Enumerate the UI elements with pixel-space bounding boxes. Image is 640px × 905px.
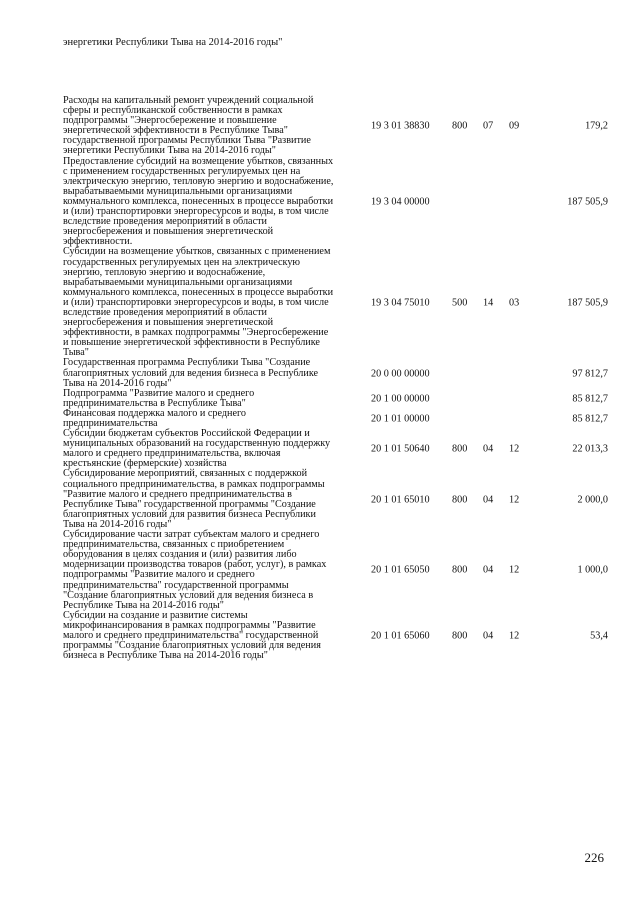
row-amount: 85 812,7 [572, 413, 608, 425]
row-amount: 187 505,9 [567, 297, 608, 309]
table-row [63, 96, 608, 157]
page-number: 226 [584, 850, 604, 865]
row-subsection: 12 [509, 564, 520, 576]
row-section: 04 [483, 630, 494, 642]
table-row [63, 530, 608, 611]
row-expense-type: 800 [452, 630, 468, 642]
table-row [63, 358, 608, 388]
header-continuation-text: энергетики Республики Тыва на 2014-2016 годы" [63, 37, 283, 48]
row-target-code: 20 1 01 65010 [371, 494, 430, 506]
table-row [63, 409, 608, 429]
table-row [63, 469, 608, 530]
row-section: 07 [483, 120, 494, 132]
row-description: Субсидирование части затрат субъектам малого и среднего предпринимательства, связанных с приобретением оборудования в целях создания и (или) развития либо модернизации производства товаров (работ, услуг), в рамках подпрограммы "Развитие малого и среднего предпринимательства" государственной программы "Создание благоприятных условий для ведения бизнеса в Республике Тыва на 2014-2016 годы" [63, 529, 327, 611]
row-section: 14 [483, 297, 494, 309]
row-section: 04 [483, 564, 494, 576]
table-row [63, 157, 608, 248]
row-target-code: 20 0 00 00000 [371, 368, 430, 380]
row-target-code: 20 1 00 00000 [371, 393, 430, 405]
row-description: Субсидирование мероприятий, связанных с поддержкой социального предпринимательства, в рамках подпрограммы "Развитие малого и среднего предпринимательства в Республике Тыва" государственной программы "Создание благоприятных условий для развития бизнеса Республики Тыва на 2014-2016 годы" [63, 468, 325, 530]
row-description: Предоставление субсидий на возмещение убытков, связанных с применением государственных регулируемых цен на электрическую энергию, тепловую энергию и водоснабжение, вырабатываемыми муниципальными организациями коммунального комплекса, понесенных в процессе выработки и (или) транспортировки энергоресурсов и воды, в том числе вследствие проведения мероприятий в области энергосбережения и повышения энергетической эффективности. [63, 155, 334, 248]
row-target-code: 19 3 01 38830 [371, 120, 430, 132]
row-section: 04 [483, 443, 494, 455]
table-row [63, 429, 608, 469]
row-amount: 2 000,0 [577, 494, 608, 506]
row-subsection: 12 [509, 443, 520, 455]
row-description: Субсидии на возмещение убытков, связанных с применением государственных регулируемых цен на электрическую энергию, тепловую энергию и водоснабжение, вырабатываемыми муниципальными организациями коммунального комплекса, понесенных в процессе выработки и (или) транспортировки энергоресурсов и воды, в том числе вследствие проведения мероприятий в области энергосбережения и повышения энергетической эффективности, в рамках подпрограммы "Энергосбережение и повышение энергетической эффективности в Республике Тыва" [63, 246, 334, 359]
row-description: Финансовая поддержка малого и среднего предпринимательства [63, 407, 247, 429]
row-target-code: 19 3 04 00000 [371, 196, 430, 208]
row-target-code: 20 1 01 50640 [371, 443, 430, 455]
row-amount: 97 812,7 [572, 368, 608, 380]
row-amount: 179,2 [585, 120, 608, 132]
row-description: Субсидии бюджетам субъектов Российской Федерации и муниципальных образований на государственную поддержку малого и среднего предпринимательства, включая крестьянские (фермерские) хозяйства [63, 428, 331, 470]
row-section: 04 [483, 494, 494, 506]
row-subsection: 12 [509, 494, 520, 506]
row-subsection: 12 [509, 630, 520, 642]
row-expense-type: 800 [452, 494, 468, 506]
row-description: Субсидии на создание и развитие системы микрофинансирования в рамках подпрограммы "Развитие малого и среднего предпринимательства" государственной программы "Создание благоприятных условий для ведения бизнеса в Республике Тыва на 2014-2016 годы" [63, 609, 321, 662]
row-amount: 22 013,3 [572, 443, 608, 455]
row-amount: 85 812,7 [572, 393, 608, 405]
table-row [63, 611, 608, 661]
row-target-code: 20 1 01 00000 [371, 413, 430, 425]
row-subsection: 09 [509, 120, 520, 132]
row-expense-type: 800 [452, 443, 468, 455]
row-amount: 53,4 [590, 630, 608, 642]
row-target-code: 20 1 01 65060 [371, 630, 430, 642]
row-description: Государственная программа Республики Тыва "Создание благоприятных условий для ведения бизнеса в Республике Тыва на 2014-2016 годы" [63, 357, 319, 389]
row-expense-type: 500 [452, 297, 468, 309]
row-expense-type: 800 [452, 564, 468, 576]
budget-table [63, 96, 608, 661]
row-description: Подпрограмма "Развитие малого и среднего предпринимательства в Республике Тыва" [63, 387, 255, 409]
row-amount: 1 000,0 [577, 564, 608, 576]
table-row [63, 389, 608, 409]
row-expense-type: 800 [452, 120, 468, 132]
row-target-code: 19 3 04 75010 [371, 297, 430, 309]
row-amount: 187 505,9 [567, 196, 608, 208]
table-row [63, 247, 608, 358]
row-description: Расходы на капитальный ремонт учреждений социальной сферы и республиканской собственности в рамках подпрограммы "Энергосбережение и повышение энергетической эффективности в Республике Тыва" государственной программы Республики Тыва "Развитие энергетики Республики Тыва на 2014-2016 годы" [63, 95, 314, 157]
row-subsection: 03 [509, 297, 520, 309]
row-target-code: 20 1 01 65050 [371, 564, 430, 576]
